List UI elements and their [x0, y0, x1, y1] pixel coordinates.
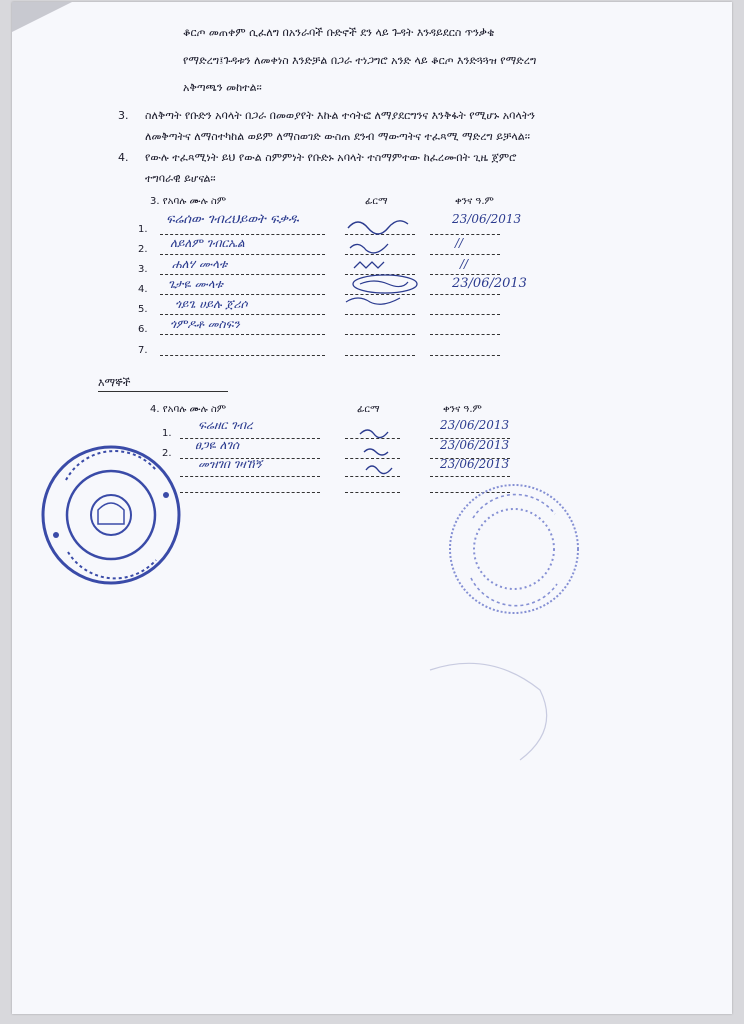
- member-name-handwritten: ፍሬሰው ገብረህይወት ፍቃዱ: [166, 212, 299, 227]
- witness-col-date: ቀንና ዓ.ም: [443, 404, 482, 415]
- signatures-member-column: [340, 210, 430, 310]
- witness-name-handwritten: መዝገበ ገዛኸኝ: [198, 457, 262, 471]
- witness-date-handwritten: 23/06/2013: [440, 457, 510, 471]
- member-row-number: 1.: [138, 224, 148, 235]
- sign-line: [345, 314, 415, 315]
- date-line: [430, 334, 500, 335]
- signatures-witness-column: [350, 420, 410, 480]
- members-col-date: ቀንና ዓ.ም: [455, 196, 494, 207]
- item-4-line-1: የውሉ ተፈጻሚነት ይህ የውል ስምምነት የቡድኑ አባላት ተስማምተው ከፈረሙበት ጊዜ ጀምሮ: [145, 151, 517, 164]
- witness-col-name: 4. የአባሉ ሙሉ ስም: [150, 404, 227, 415]
- name-line: [160, 294, 325, 295]
- name-line: [160, 355, 325, 356]
- witnesses-label: እማኞች: [98, 376, 131, 389]
- name-line: [160, 234, 325, 235]
- member-row-number: 3.: [138, 264, 148, 275]
- date-line: [430, 274, 500, 275]
- member-row-number: 4.: [138, 284, 148, 295]
- members-col-sign: ፊርማ: [365, 196, 388, 207]
- name-line: [160, 314, 325, 315]
- members-col-name: 3. የአባሉ ሙሉ ስም: [150, 196, 227, 207]
- name-line: [160, 334, 325, 335]
- witness-name-handwritten: ፍሬዘር ገብረ: [198, 418, 253, 432]
- witness-date-handwritten: 23/06/2013: [440, 438, 510, 452]
- sign-line: [345, 355, 415, 356]
- item-3-line-2: ለመቅጣትና ለማስተካከል ወይም ለማስወገድ ውስጠ ደንብ ማውጣትና ተፈጻሚ ማድረግ ይቻላል፡፡: [145, 130, 530, 143]
- intro-line-2: የማድረግ፤ጉዳቱን ለመቀነስ እንድቻል በጋራ ተነጋግሮ አንድ ላይ ቆርጦ እንድጓጓዝ የማድረግ: [183, 54, 537, 67]
- date-line: [430, 476, 510, 477]
- witness-name-handwritten: ፀጋዬ ለገሰ: [195, 438, 240, 452]
- member-date-handwritten: //: [455, 236, 464, 250]
- member-row-number: 7.: [138, 345, 148, 356]
- item-4-number: 4.: [118, 151, 129, 164]
- member-name-handwritten: ሐለሃ ሙላቱ: [172, 257, 228, 271]
- member-date-handwritten: 23/06/2013: [452, 212, 522, 226]
- intro-line-3: አቅጣጫን መከተል፡፡: [183, 81, 262, 94]
- member-name-handwritten: ጌታዬ ሙላቱ: [168, 277, 223, 291]
- member-name-handwritten: ጎምዶቶ መስፍን: [170, 317, 240, 331]
- name-line: [160, 274, 325, 275]
- faint-seal-stamp: [443, 478, 585, 620]
- member-row-number: 2.: [138, 244, 148, 255]
- member-date-handwritten: //: [460, 257, 469, 271]
- date-line: [430, 234, 500, 235]
- sign-line: [345, 492, 400, 493]
- item-3-number: 3.: [118, 109, 129, 122]
- member-name-handwritten: ለይለም ገብርኤል: [170, 236, 245, 250]
- bleed-through-stain: [420, 650, 570, 770]
- witnesses-underline: [98, 391, 228, 392]
- member-date-handwritten: 23/06/2013: [452, 276, 527, 291]
- intro-line-1: ቆርጦ መጠቀም ሲፈለግ በአንራባች ቡድኖች ደን ላይ ጉዳት እንዳይደርስ ጥንቃቄ: [183, 26, 495, 39]
- name-line: [160, 254, 325, 255]
- date-line: [430, 355, 500, 356]
- date-line: [430, 314, 500, 315]
- member-name-handwritten: ጎይጌ ሀይሉ ጀሪሶ: [175, 297, 248, 311]
- name-line: [180, 476, 320, 477]
- name-line: [180, 492, 320, 493]
- official-seal-stamp: [36, 440, 186, 590]
- witness-row-number: 1.: [162, 428, 172, 439]
- page-corner-fold: [12, 2, 72, 32]
- item-4-line-2: ተግባራዊ ይሆናል፡፡: [145, 172, 216, 185]
- witness-col-sign: ፊርማ: [357, 404, 380, 415]
- witness-date-handwritten: 23/06/2013: [440, 418, 510, 432]
- witness-row-number: 2.: [162, 448, 172, 459]
- date-line: [430, 294, 500, 295]
- date-line: [430, 254, 500, 255]
- member-row-number: 5.: [138, 304, 148, 315]
- item-3-line-1: ስለቅጣት የቡድን አባላት በጋራ በመወያየት እኩል ተሳትፎ ለማያደርግንና እንቅፋት የሚሆኑ አባላትን: [145, 109, 536, 122]
- sign-line: [345, 334, 415, 335]
- member-row-number: 6.: [138, 324, 148, 335]
